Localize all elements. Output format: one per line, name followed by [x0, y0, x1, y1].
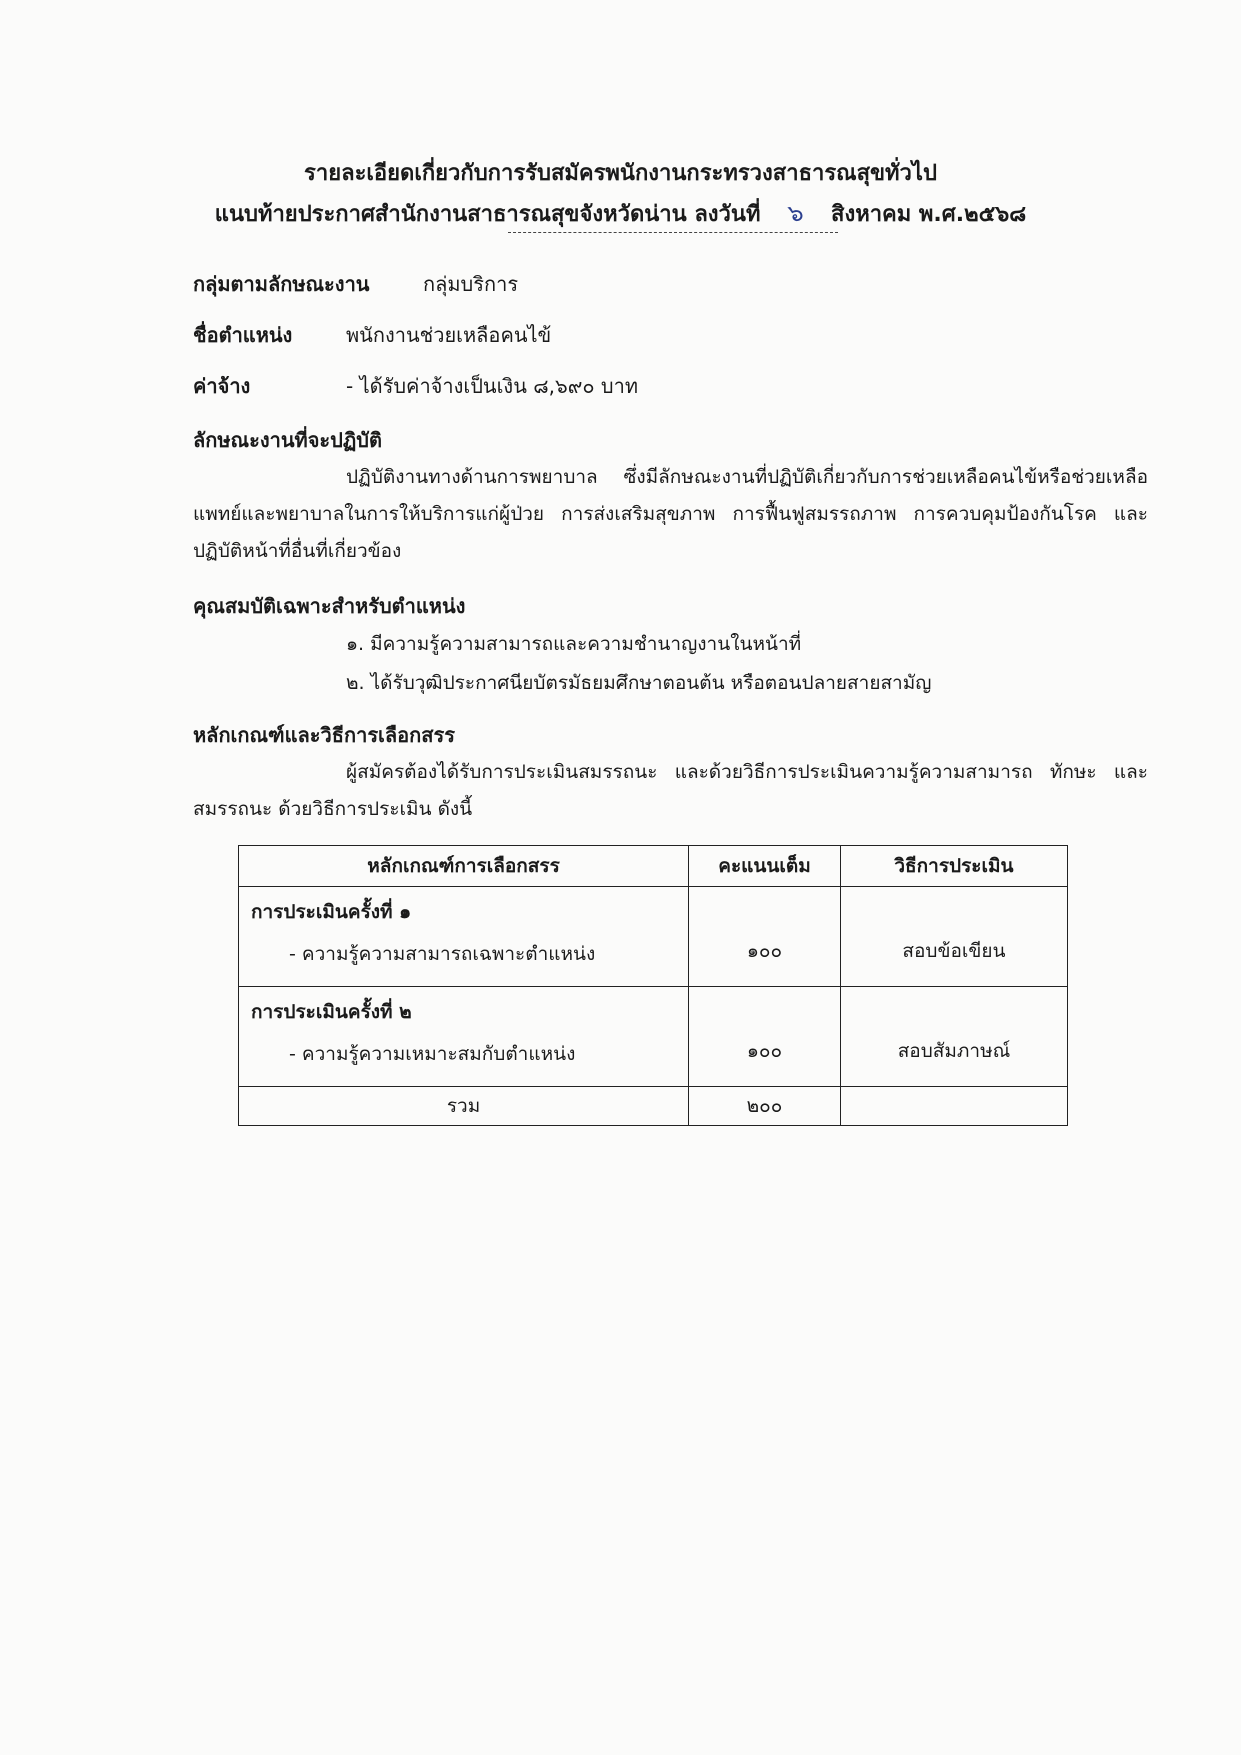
header-full-score: คะแนนเต็ม: [689, 846, 841, 887]
round-subject: - ความรู้ความเหมาะสมกับตำแหน่ง: [289, 1043, 576, 1065]
criteria-cell: [239, 887, 689, 987]
group-label: กลุ่มตามลักษณะงาน: [193, 272, 370, 296]
method-cell: สอบสัมภาษณ์: [840, 987, 1067, 1087]
qualification-item: ๒. ได้รับวุฒิประกาศนียบัตรมัธยมศึกษาตอนต้น หรือตอนปลายสายสามัญ: [346, 672, 932, 694]
position-label: ชื่อตำแหน่ง: [193, 323, 293, 347]
qualifications-heading: คุณสมบัติเฉพาะสำหรับตำแหน่ง: [193, 594, 466, 618]
total-method: [840, 1087, 1067, 1126]
selection-heading: หลักเกณฑ์และวิธีการเลือกสรร: [193, 723, 455, 747]
total-label: รวม: [239, 1087, 689, 1126]
header-method: วิธีการประเมิน: [840, 846, 1067, 887]
wage-value: - ได้รับค่าจ้างเป็นเงิน ๘,๖๙๐ บาท: [346, 374, 639, 398]
round-subject: - ความรู้ความสามารถเฉพาะตำแหน่ง: [289, 943, 596, 965]
total-score: ๒๐๐: [689, 1087, 841, 1126]
document-title: รายละเอียดเกี่ยวกับการรับสมัครพนักงานกระทรวงสาธารณสุขทั่วไป: [304, 161, 937, 186]
handwritten-day: ๖: [786, 198, 806, 228]
score-cell: ๑๐๐: [689, 887, 841, 987]
position-value: พนักงานช่วยเหลือคนไข้: [346, 323, 552, 347]
divider: [508, 232, 838, 233]
table-row: [239, 887, 1068, 987]
total-row: [239, 1087, 1068, 1126]
duties-text: ปฏิบัติงานทางด้านการพยาบาล ซึ่งมีลักษณะงานที่ปฏิบัติเกี่ยวกับการช่วยเหลือคนไข้หรือช่วยเหลือแพทย์และพยาบาลในการให้บริการแก่ผู้ป่วย การส่งเสริมสุขภาพ การฟื้นฟูสมรรถภาพ การควบคุมป้องกันโรค และปฏิบัติหน้าที่อื่นที่เกี่ยวข้อง: [193, 466, 1148, 562]
duties-heading: ลักษณะงานที่จะปฏิบัติ: [193, 428, 382, 452]
qualification-item: ๑. มีความรู้ความสามารถและความชำนาญงานในหน้าที่: [346, 633, 802, 655]
round-title: การประเมินครั้งที่ ๑: [251, 901, 412, 923]
method-cell: สอบข้อเขียน: [840, 887, 1067, 987]
subtitle-suffix: สิงหาคม พ.ศ.๒๕๖๘: [831, 202, 1027, 227]
table-header-row: [239, 846, 1068, 887]
document-subtitle: [0, 193, 1241, 232]
score-cell: ๑๐๐: [689, 987, 841, 1087]
round-title: การประเมินครั้งที่ ๒: [251, 1001, 412, 1023]
group-value: กลุ่มบริการ: [423, 272, 519, 296]
table-row: [239, 987, 1068, 1087]
header-criteria: หลักเกณฑ์การเลือกสรร: [239, 846, 689, 887]
criteria-table: [238, 845, 1068, 1126]
criteria-cell: [239, 987, 689, 1087]
wage-label: ค่าจ้าง: [193, 374, 251, 398]
subtitle-prefix: แนบท้ายประกาศสำนักงานสาธารณสุขจังหวัดน่าน ลงวันที่: [214, 202, 761, 227]
selection-text: ผู้สมัครต้องได้รับการประเมินสมรรถนะ และด้วยวิธีการประเมินความรู้ความสามารถ ทักษะ และสมรรถนะ ด้วยวิธีการประเมิน ดังนี้: [193, 761, 1148, 820]
